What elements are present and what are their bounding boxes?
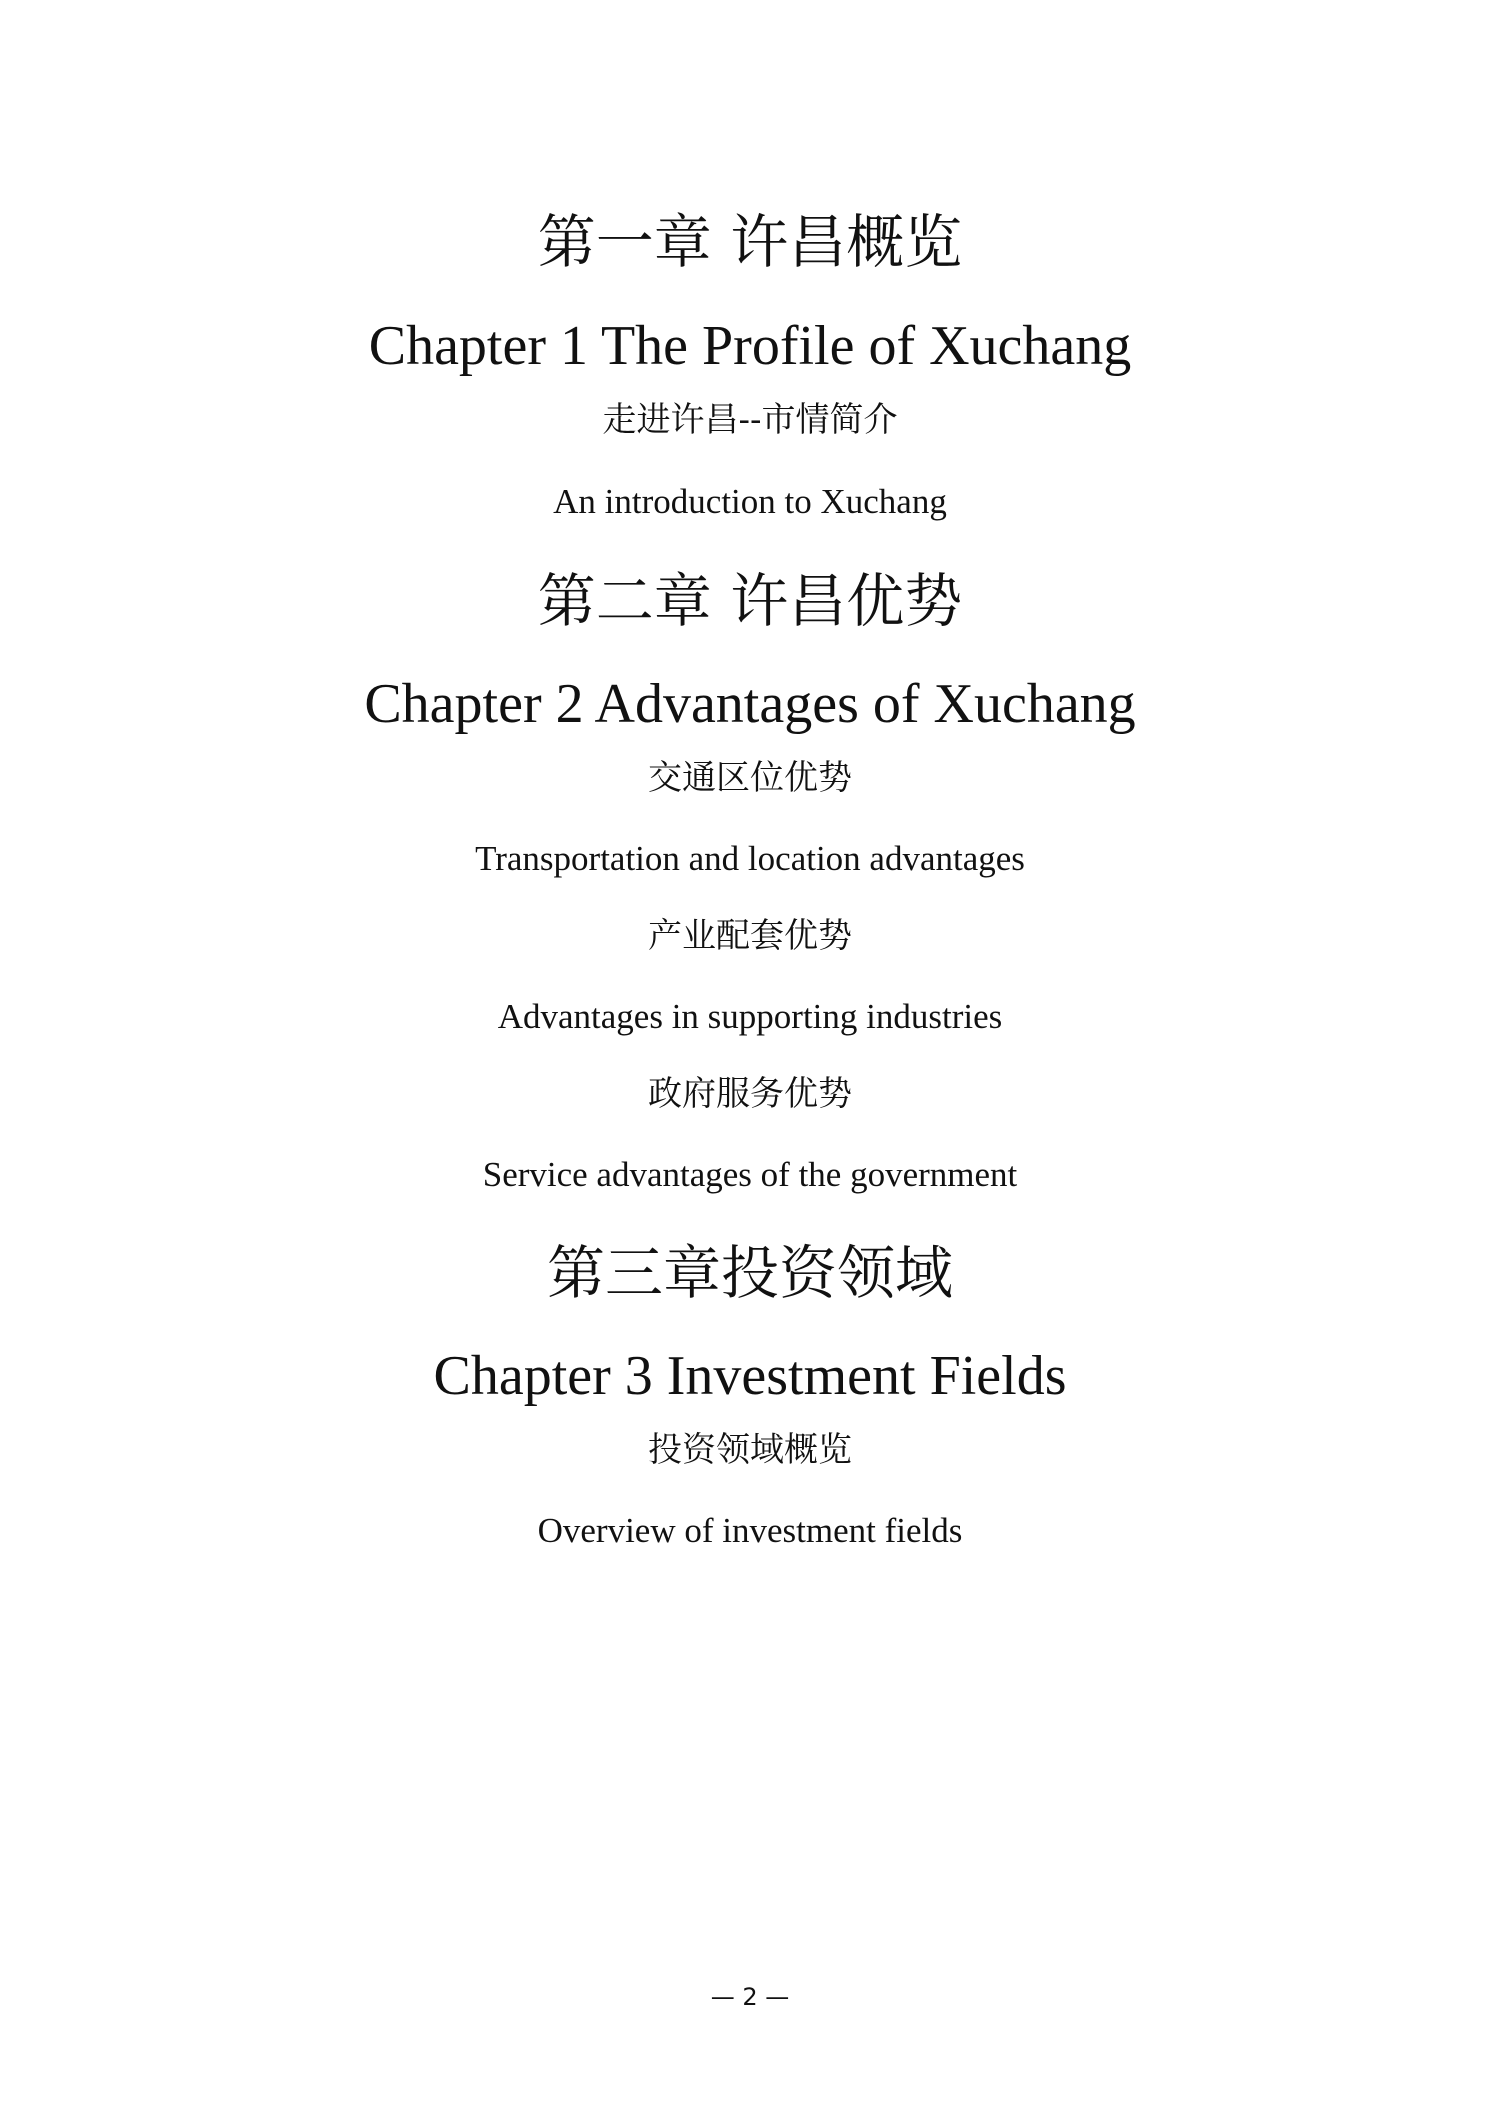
section-1-1-en: An introduction to Xuchang xyxy=(553,482,947,521)
section-2-2-en: Advantages in supporting industries xyxy=(497,997,1003,1036)
chapter-1-title-cn: 第一章 许昌概览 xyxy=(537,208,963,276)
chapter-2-title-en: Chapter 2 Advantages of Xuchang xyxy=(364,673,1136,735)
section-2-3-en: Service advantages of the government xyxy=(482,1155,1018,1194)
section-2-1-en: Transportation and location advantages xyxy=(475,839,1025,878)
section-2-1-cn: 交通区位优势 xyxy=(648,758,852,798)
chapter-1-title-en: Chapter 1 The Profile of Xuchang xyxy=(368,315,1132,377)
chapter-3-title-cn: 第三章投资领域 xyxy=(546,1239,953,1307)
section-1-1-cn: 走进许昌--市情简介 xyxy=(602,400,898,440)
chapter-3-title-en: Chapter 3 Investment Fields xyxy=(433,1345,1067,1407)
section-2-3-cn: 政府服务优势 xyxy=(648,1074,852,1114)
page-number: — 2 — xyxy=(710,1983,790,2011)
chapter-2-title-cn: 第二章 许昌优势 xyxy=(537,567,963,635)
section-3-1-en: Overview of investment fields xyxy=(537,1511,963,1550)
section-2-2-cn: 产业配套优势 xyxy=(648,916,852,956)
section-3-1-cn: 投资领域概览 xyxy=(648,1430,852,1470)
